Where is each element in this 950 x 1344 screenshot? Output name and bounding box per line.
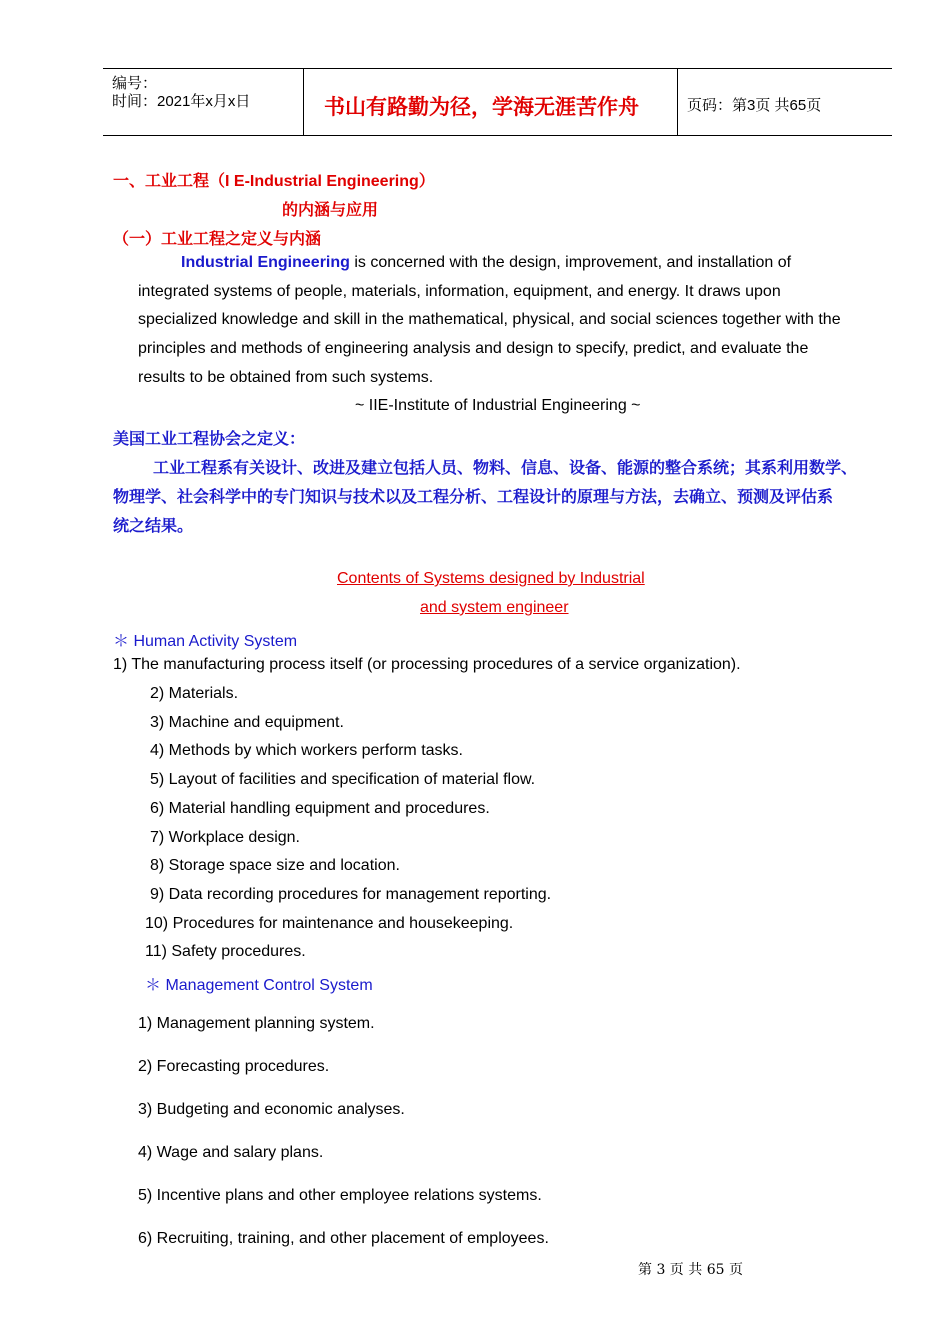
definition-line3: specialized knowledge and skill in the mathematical, physical, and social sciences together with the — [138, 311, 841, 328]
list-item: 1) Management planning system. — [138, 1015, 375, 1032]
list-item: 4) Methods by which workers perform tasks. — [150, 742, 463, 759]
definition-line2: integrated systems of people, materials, information, equipment, and energy. It draws upon — [138, 283, 781, 300]
definition-line1-rest: is concerned with the design, improvement, and installation of — [349, 254, 792, 271]
cn-definition-heading: 美国工业工程协会之定义： — [113, 431, 306, 448]
list-item: 5) Layout of facilities and specification of material flow. — [150, 771, 536, 788]
contents-title-line2: and system engineer — [420, 599, 569, 616]
list-item: 2) Forecasting procedures. — [138, 1058, 330, 1075]
list-item: 10) Procedures for maintenance and housekeeping. — [145, 915, 514, 932]
list-item: 6) Recruiting, training, and other placement of employees. — [138, 1230, 549, 1247]
header-number-label: 编号： — [112, 75, 158, 92]
header-bottom-rule — [103, 135, 892, 136]
contents-title-line1: Contents of Systems designed by Industrial — [337, 570, 645, 587]
section-title-line1: 一、工业工程（I E-Industrial Engineering） — [113, 173, 435, 190]
list-item: 2) Materials. — [150, 685, 239, 702]
definition-term: Industrial Engineering — [181, 254, 350, 271]
header-motto: 书山有路勤为径，学海无涯苦作舟 — [324, 94, 639, 119]
header-divider-right — [677, 68, 678, 136]
list-item: 4) Wage and salary plans. — [138, 1144, 324, 1161]
list-item: 9) Data recording procedures for management reporting. — [150, 886, 552, 903]
human-activity-heading: ＊ Human Activity System — [113, 633, 298, 650]
list-item: 6) Material handling equipment and procedures. — [150, 800, 490, 817]
list-item: 11) Safety procedures. — [145, 943, 306, 960]
cn-definition-line3: 统之结果。 — [113, 518, 194, 535]
management-control-heading: ＊ Management Control System — [145, 977, 373, 994]
header-divider-left — [303, 68, 304, 136]
definition-line4: principles and methods of engineering analysis and design to specify, predict, and evaluate the — [138, 340, 809, 357]
section-title-line2: 的内涵与应用 — [282, 202, 379, 219]
cn-definition-line1: 工业工程系有关设计、改进及建立包括人员、物料、信息、设备、能源的整合系统；其系利用数学、 — [153, 460, 858, 477]
definition-line1 — [181, 254, 791, 272]
header-page-label: 页码：第3页 共65页 — [687, 97, 822, 114]
definition-source: ~ IIE-Institute of Industrial Engineering ~ — [355, 397, 641, 414]
list-item: 8) Storage space size and location. — [150, 857, 400, 874]
cn-definition-line2: 物理学、社会科学中的专门知识与技术以及工程分析、工程设计的原理与方法，去确立、预测及评估系 — [113, 489, 834, 506]
header-time-label: 时间：2021年x月x日 — [112, 93, 251, 110]
list-item: 3) Machine and equipment. — [150, 714, 344, 731]
list-item: 5) Incentive plans and other employee relations systems. — [138, 1187, 542, 1204]
page-footer: 第 3 页 共 65 页 — [638, 1262, 743, 1278]
list-item: 3) Budgeting and economic analyses. — [138, 1101, 405, 1118]
list-item: 7) Workplace design. — [150, 829, 300, 846]
list-item: 1) The manufacturing process itself (or processing procedures of a service organization). — [113, 656, 741, 673]
section-subtitle: （一）工业工程之定义与内涵 — [113, 231, 322, 248]
header-top-rule — [103, 68, 892, 69]
definition-line5: results to be obtained from such systems. — [138, 369, 434, 386]
